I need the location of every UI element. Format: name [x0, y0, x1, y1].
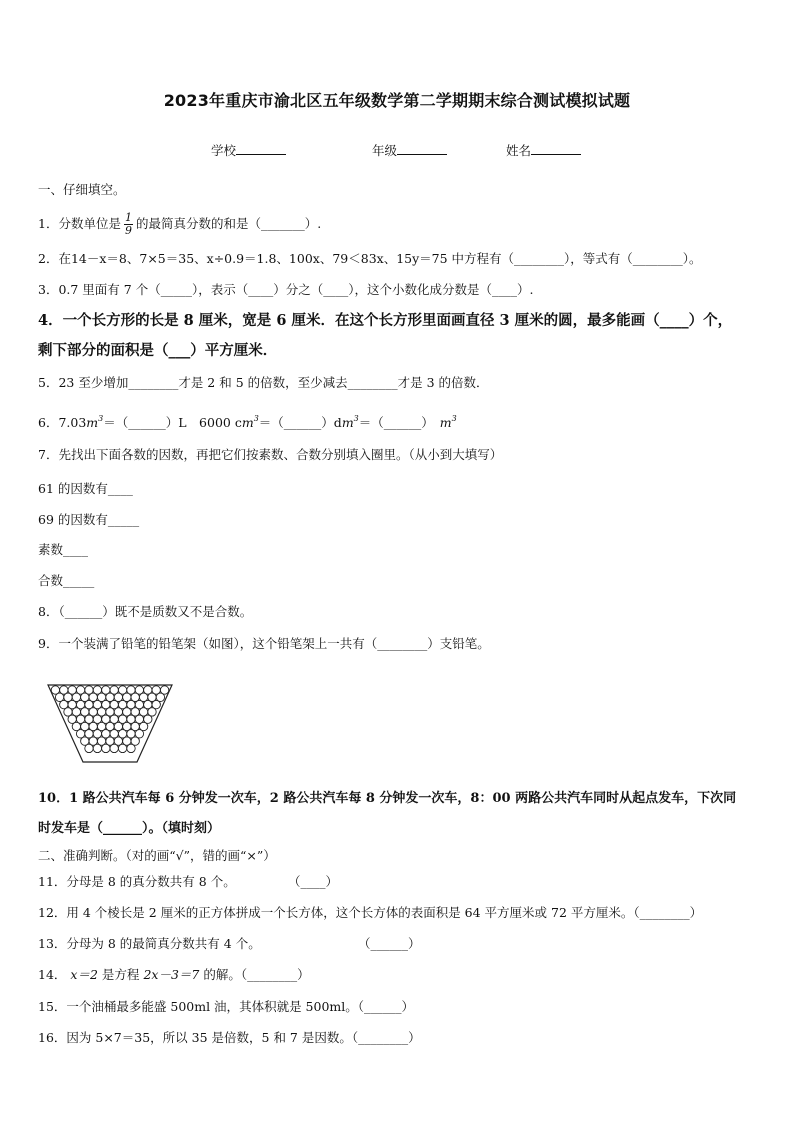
q12-text: 12．用 4 个棱长是 2 厘米的正方体拼成一个长方体，这个长方体的表面积是 64 平方厘米或 72 平方厘米。	[38, 905, 634, 920]
pencil-end-circle	[102, 744, 110, 752]
grade-field	[372, 141, 447, 159]
question-12	[38, 904, 763, 922]
question-10-line-1: 10．1 路公共汽车每 6 分钟发一次车，2 路公共汽车每 8 分钟发一次车，8：00 两路公共汽车同时从起点发车，下次同	[38, 791, 737, 806]
school-label: 学校	[211, 143, 237, 158]
q6-cube-3: 3	[353, 414, 359, 423]
question-11	[38, 873, 763, 891]
q14-suffix: 的解。（________）	[203, 967, 310, 982]
question-2: 2．在14－x＝8、7×5＝35、x÷0.9＝1.8、100x、79＜83x、15y＝75 中方程有（________），等式有（________）。	[38, 251, 702, 266]
question-5: 5．23 至少增加________才是 2 和 5 的倍数，至少减去________才是 3 的倍数．	[38, 375, 489, 390]
q6-part-1: 6．7.03	[38, 415, 87, 430]
q11-answer-paren[interactable]: （____）	[288, 874, 339, 889]
section-2-heading: 二、准确判断。（对的画“√”，错的画“×”）	[38, 848, 276, 863]
q14-equation-x: x＝2	[70, 967, 98, 982]
school-field	[211, 141, 286, 159]
question-7-factors-61: 61 的因数有____	[38, 481, 133, 496]
question-3: 3．0.7 里面有 7 个（_____），表示（____）分之（____），这个小数化成分数是（____）.	[38, 282, 534, 297]
school-blank[interactable]	[236, 141, 286, 155]
grade-blank[interactable]	[397, 141, 447, 155]
question-16: 16．因为 5×7＝35，所以 35 是倍数，5 和 7 是因数。（________）	[38, 1030, 421, 1045]
fraction-numerator: 1	[124, 211, 132, 224]
question-15: 15．一个油桶最多能盛 500ml 油，其体积就是 500ml。（______）	[38, 999, 414, 1014]
grade-label: 年级	[372, 143, 398, 158]
fraction-one-ninth	[124, 212, 133, 237]
fraction-denominator: 9	[124, 224, 132, 237]
question-6	[38, 410, 763, 432]
question-1	[38, 212, 763, 237]
pencil-end-circle	[118, 744, 126, 752]
page-title: 2023年重庆市渝北区五年级数学第二学期期末综合测试模拟试题	[163, 91, 631, 110]
q6-unit-m-4: m	[439, 415, 452, 430]
q13-answer-paren[interactable]: （______）	[358, 936, 421, 951]
question-10-line-2: 时发车是（______）。（填时刻）	[38, 821, 221, 836]
question-13	[38, 935, 763, 953]
name-blank[interactable]	[531, 141, 581, 155]
q6-cube-4: 3	[451, 414, 457, 423]
question-7-composites: 合数_____	[38, 573, 95, 588]
question-4-line-2: 剩下部分的面积是（___）平方厘米．	[38, 342, 278, 359]
pencil-end-circle	[127, 744, 135, 752]
q6-part-3: ＝（______）d	[258, 415, 342, 430]
q1-suffix: 的最简真分数的和是（_______）.	[135, 216, 322, 231]
question-9: 9．一个装满了铅笔的铅笔架（如图），这个铅笔架上一共有（________）支铅笔。	[38, 636, 490, 651]
pencil-holder-figure	[46, 684, 174, 766]
section-1-heading: 一、仔细填空。	[38, 182, 126, 197]
question-8: 8．（______）既不是质数又不是合数。	[38, 604, 253, 619]
question-7: 7．先找出下面各数的因数，再把它们按素数、合数分别填入圈里。（从小到大填写）	[38, 447, 503, 462]
q6-part-4: ＝（______）	[358, 415, 434, 430]
q6-part-2: ＝（______）L 6000 c	[103, 415, 242, 430]
name-field	[506, 141, 581, 159]
q6-unit-m-2: m	[241, 415, 254, 430]
q1-prefix: 1．分数单位是	[38, 216, 121, 231]
question-14	[38, 966, 763, 984]
question-7-factors-69: 69 的因数有_____	[38, 512, 140, 527]
q14-middle: 是方程	[101, 967, 140, 982]
pencil-end-circle	[93, 744, 101, 752]
q14-equation: 2x－3＝7	[143, 967, 200, 982]
question-7-primes: 素数____	[38, 542, 89, 557]
q6-cube-2: 3	[253, 414, 259, 423]
pencil-end-circle	[110, 744, 118, 752]
q6-unit-m-1: m	[86, 415, 99, 430]
q12-answer-paren[interactable]: （________）	[633, 905, 703, 920]
q11-text: 11．分母是 8 的真分数共有 8 个。	[38, 874, 236, 889]
question-4-line-1: 4．一个长方形的长是 8 厘米，宽是 6 厘米．在这个长方形里面画直径 3 厘米的圆，最多能画（____）个，	[38, 312, 733, 329]
q13-text: 13．分母为 8 的最简真分数共有 4 个。	[38, 936, 261, 951]
q6-unit-m-3: m	[341, 415, 354, 430]
q6-cube-1: 3	[98, 414, 104, 423]
q14-prefix: 14．	[38, 967, 67, 982]
pencil-end-circle	[85, 744, 93, 752]
name-label: 姓名	[506, 143, 532, 158]
